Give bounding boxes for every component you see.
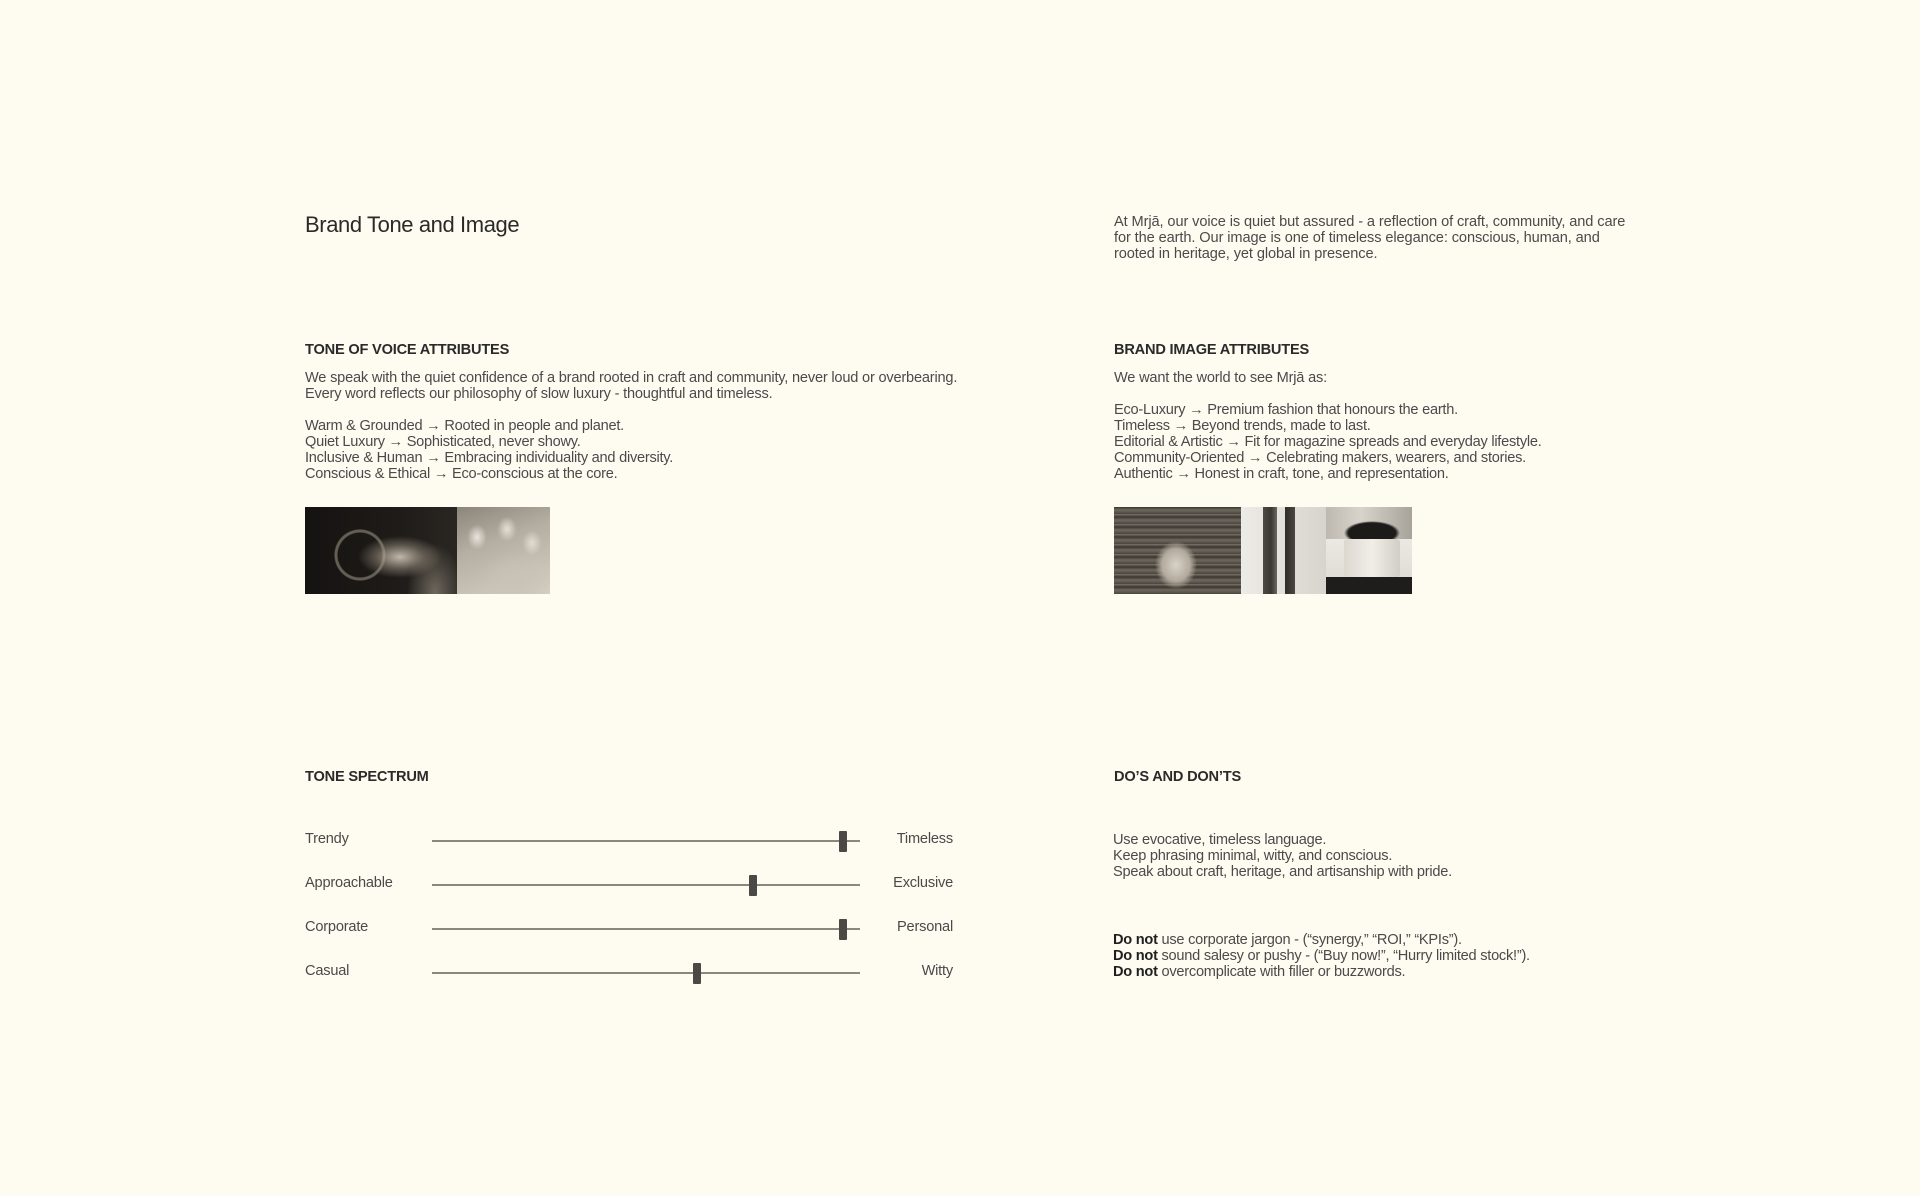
- spectrum-right-label: Exclusive: [893, 875, 953, 891]
- spectrum-row-casual-witty: [305, 960, 953, 1004]
- spectrum-right-label: Witty: [921, 963, 953, 979]
- spectrum-left-label: Casual: [305, 963, 350, 979]
- spectrum-left-label: Approachable: [305, 875, 393, 891]
- spectrum-slider-thumb[interactable]: [693, 963, 701, 984]
- list-item: Community-Oriented → Celebrating makers, wearers, and stories.: [1114, 450, 1526, 466]
- dont-prefix: Do not: [1113, 964, 1158, 980]
- spectrum-row-corporate-personal: [305, 916, 953, 960]
- spectrum-slider-track[interactable]: [432, 884, 860, 886]
- list-item: Quiet Luxury → Sophisticated, never showy.: [305, 434, 581, 450]
- page-title: Brand Tone and Image: [305, 212, 520, 237]
- list-item: Conscious & Ethical → Eco-conscious at the core.: [305, 466, 618, 482]
- spectrum-left-label: Corporate: [305, 919, 369, 935]
- mannequin-photo: [1326, 507, 1412, 594]
- do-item: Use evocative, timeless language.: [1113, 832, 1327, 848]
- hands-sculpture-photo: [457, 507, 550, 594]
- spectrum-row-approachable-exclusive: [305, 872, 953, 916]
- brand-image-list: [1114, 402, 1542, 482]
- artisan-workshop-photo: [1114, 507, 1241, 594]
- spectrum-slider-track[interactable]: [432, 840, 860, 842]
- spectrum-right-label: Personal: [897, 919, 953, 935]
- dont-item: [1113, 932, 1530, 948]
- list-item: Warm & Grounded → Rooted in people and planet.: [305, 418, 624, 434]
- spectrum-slider-thumb[interactable]: [839, 831, 847, 852]
- dont-text: use corporate jargon - (“synergy,” “ROI,” “KPIs”).: [1157, 932, 1462, 948]
- tone-of-voice-image-strip: [305, 507, 550, 594]
- spectrum-slider-track[interactable]: [432, 972, 860, 974]
- brand-image-description: We want the world to see Mrjā as:: [1114, 370, 1327, 386]
- list-item: Authentic → Honest in craft, tone, and representation.: [1114, 466, 1449, 482]
- donts-list: [1113, 932, 1530, 980]
- intro-paragraph: At Mrjā, our voice is quiet but assured - a reflection of craft, community, and care for the earth. Our image is one of timeless elegance: conscious, human, and rooted in heritage, yet global in presence.: [1114, 214, 1626, 262]
- tone-of-voice-list: [305, 418, 673, 482]
- do-item: Speak about craft, heritage, and artisanship with pride.: [1113, 864, 1452, 880]
- tone-spectrum: [305, 828, 953, 1004]
- tone-spectrum-heading: TONE SPECTRUM: [305, 769, 429, 785]
- spectrum-right-label: Timeless: [896, 831, 953, 847]
- list-item: Timeless → Beyond trends, made to last.: [1114, 418, 1371, 434]
- spectrum-slider-thumb[interactable]: [839, 919, 847, 940]
- dont-item: [1113, 948, 1530, 964]
- dont-item: [1113, 964, 1530, 980]
- list-item: Editorial & Artistic → Fit for magazine spreads and everyday lifestyle.: [1114, 434, 1542, 450]
- hanging-garments-photo: [1241, 507, 1326, 594]
- spectrum-slider-track[interactable]: [432, 928, 860, 930]
- list-item: Inclusive & Human → Embracing individuality and diversity.: [305, 450, 674, 466]
- dos-list: [1113, 832, 1452, 880]
- do-item: Keep phrasing minimal, witty, and conscious.: [1113, 848, 1393, 864]
- dos-donts-heading: DO’S AND DON’TS: [1114, 769, 1241, 785]
- brand-image-strip: [1114, 507, 1412, 594]
- tone-of-voice-description: We speak with the quiet confidence of a brand rooted in craft and community, never loud or overbearing. Every word reflects our philosophy of slow luxury - thoughtful and timeless.: [305, 370, 958, 402]
- dark-sculpture-photo: [305, 507, 457, 594]
- dont-text: overcomplicate with filler or buzzwords.: [1157, 964, 1406, 980]
- spectrum-row-trendy-timeless: [305, 828, 953, 872]
- tone-of-voice-heading: TONE OF VOICE ATTRIBUTES: [305, 342, 510, 358]
- brand-image-heading: BRAND IMAGE ATTRIBUTES: [1114, 342, 1310, 358]
- list-item: Eco-Luxury → Premium fashion that honours the earth.: [1114, 402, 1458, 418]
- spectrum-left-label: Trendy: [305, 831, 349, 847]
- dont-prefix: Do not: [1113, 948, 1158, 964]
- dont-text: sound salesy or pushy - (“Buy now!”, “Hurry limited stock!”).: [1157, 948, 1530, 964]
- spectrum-slider-thumb[interactable]: [749, 875, 757, 896]
- dont-prefix: Do not: [1113, 932, 1158, 948]
